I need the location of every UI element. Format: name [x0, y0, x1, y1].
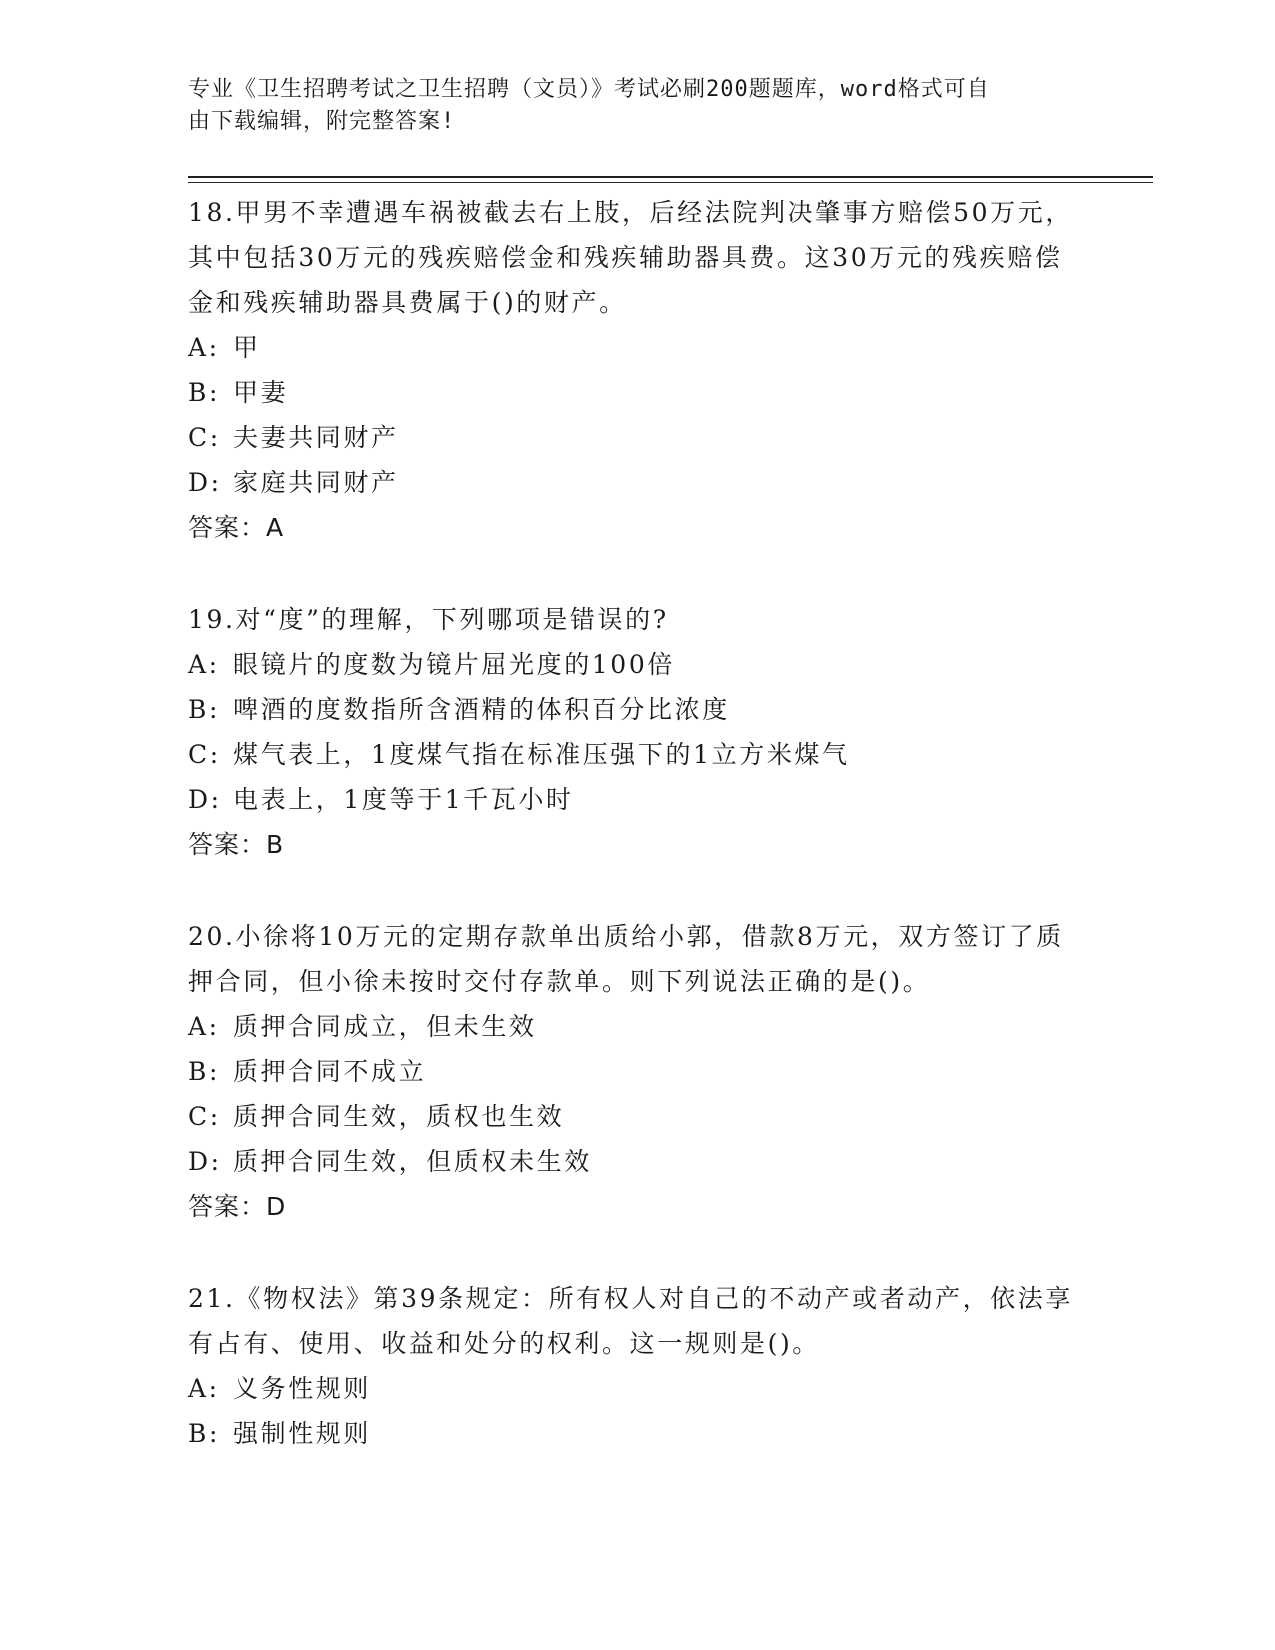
option-text: 义务性规则 — [233, 1374, 372, 1403]
option-a — [188, 1366, 1088, 1411]
question-list — [188, 190, 1088, 1502]
option-c — [188, 415, 1088, 460]
question-text: 19.对“度”的理解，下列哪项是错误的? — [188, 605, 669, 634]
option-c — [188, 1094, 1088, 1139]
option-c — [188, 732, 1088, 777]
option-letter: D: — [188, 1147, 222, 1176]
option-letter: A: — [188, 1374, 220, 1403]
question-text: 20.小徐将10万元的定期存款单出质给小郭，借款8万元，双方签订了质押合同，但小徐未按时交付存款单。则下列说法正确的是()。 — [188, 922, 1064, 996]
option-text: 甲 — [233, 333, 261, 362]
option-text: 煤气表上，1度煤气指在标准压强下的1立方米煤气 — [233, 740, 850, 769]
option-b — [188, 687, 1088, 732]
option-a — [188, 325, 1088, 370]
option-text: 甲妻 — [233, 378, 289, 407]
option-text: 质押合同不成立 — [233, 1057, 427, 1086]
option-d — [188, 1139, 1088, 1184]
question-18 — [188, 190, 1088, 551]
document-header — [188, 74, 1068, 138]
option-text: 质押合同生效，但质权未生效 — [233, 1147, 592, 1176]
option-letter: D: — [188, 785, 222, 814]
question-21 — [188, 1276, 1088, 1456]
option-text: 电表上，1度等于1千瓦小时 — [233, 785, 574, 814]
option-letter: A: — [188, 333, 220, 362]
question-20 — [188, 914, 1088, 1230]
option-b — [188, 1049, 1088, 1094]
option-letter: D: — [188, 468, 222, 497]
option-letter: C: — [188, 1102, 221, 1131]
question-text: 21.《物权法》第39条规定：所有权人对自己的不动产或者动产，依法享有占有、使用、收益和处分的权利。这一规则是()。 — [188, 1284, 1073, 1358]
option-letter: B: — [188, 695, 220, 724]
option-text: 质押合同生效，质权也生效 — [233, 1102, 565, 1131]
option-text: 强制性规则 — [233, 1419, 372, 1448]
option-b — [188, 1411, 1088, 1456]
header-divider-thin — [188, 182, 1153, 183]
header-line-2: 由下载编辑，附完整答案! — [188, 109, 456, 134]
option-d — [188, 460, 1088, 505]
question-19 — [188, 597, 1088, 868]
answer-line: 答案：A — [188, 513, 285, 542]
option-letter: A: — [188, 650, 220, 679]
header-divider-thick — [188, 176, 1153, 178]
option-letter: C: — [188, 740, 221, 769]
option-a — [188, 642, 1088, 687]
option-letter: C: — [188, 423, 221, 452]
option-text: 啤酒的度数指所含酒精的体积百分比浓度 — [233, 695, 730, 724]
option-text: 质押合同成立，但未生效 — [233, 1012, 537, 1041]
question-text: 18.甲男不幸遭遇车祸被截去右上肢，后经法院判决肇事方赔偿50万元，其中包括30万元的残疾赔偿金和残疾辅助器具费。这30万元的残疾赔偿金和残疾辅助器具费属于()的财产。 — [188, 198, 1073, 317]
answer-line: 答案：D — [188, 1192, 287, 1221]
option-d — [188, 777, 1088, 822]
answer-line: 答案：B — [188, 830, 285, 859]
option-b — [188, 370, 1088, 415]
option-letter: B: — [188, 1057, 220, 1086]
header-line-1: 专业《卫生招聘考试之卫生招聘（文员）》考试必刷200题题库，word格式可自 — [188, 77, 990, 102]
option-letter: B: — [188, 378, 220, 407]
option-letter: B: — [188, 1419, 220, 1448]
option-a — [188, 1004, 1088, 1049]
option-text: 夫妻共同财产 — [233, 423, 399, 452]
option-text: 眼镜片的度数为镜片屈光度的100倍 — [233, 650, 675, 679]
option-text: 家庭共同财产 — [233, 468, 399, 497]
option-letter: A: — [188, 1012, 220, 1041]
